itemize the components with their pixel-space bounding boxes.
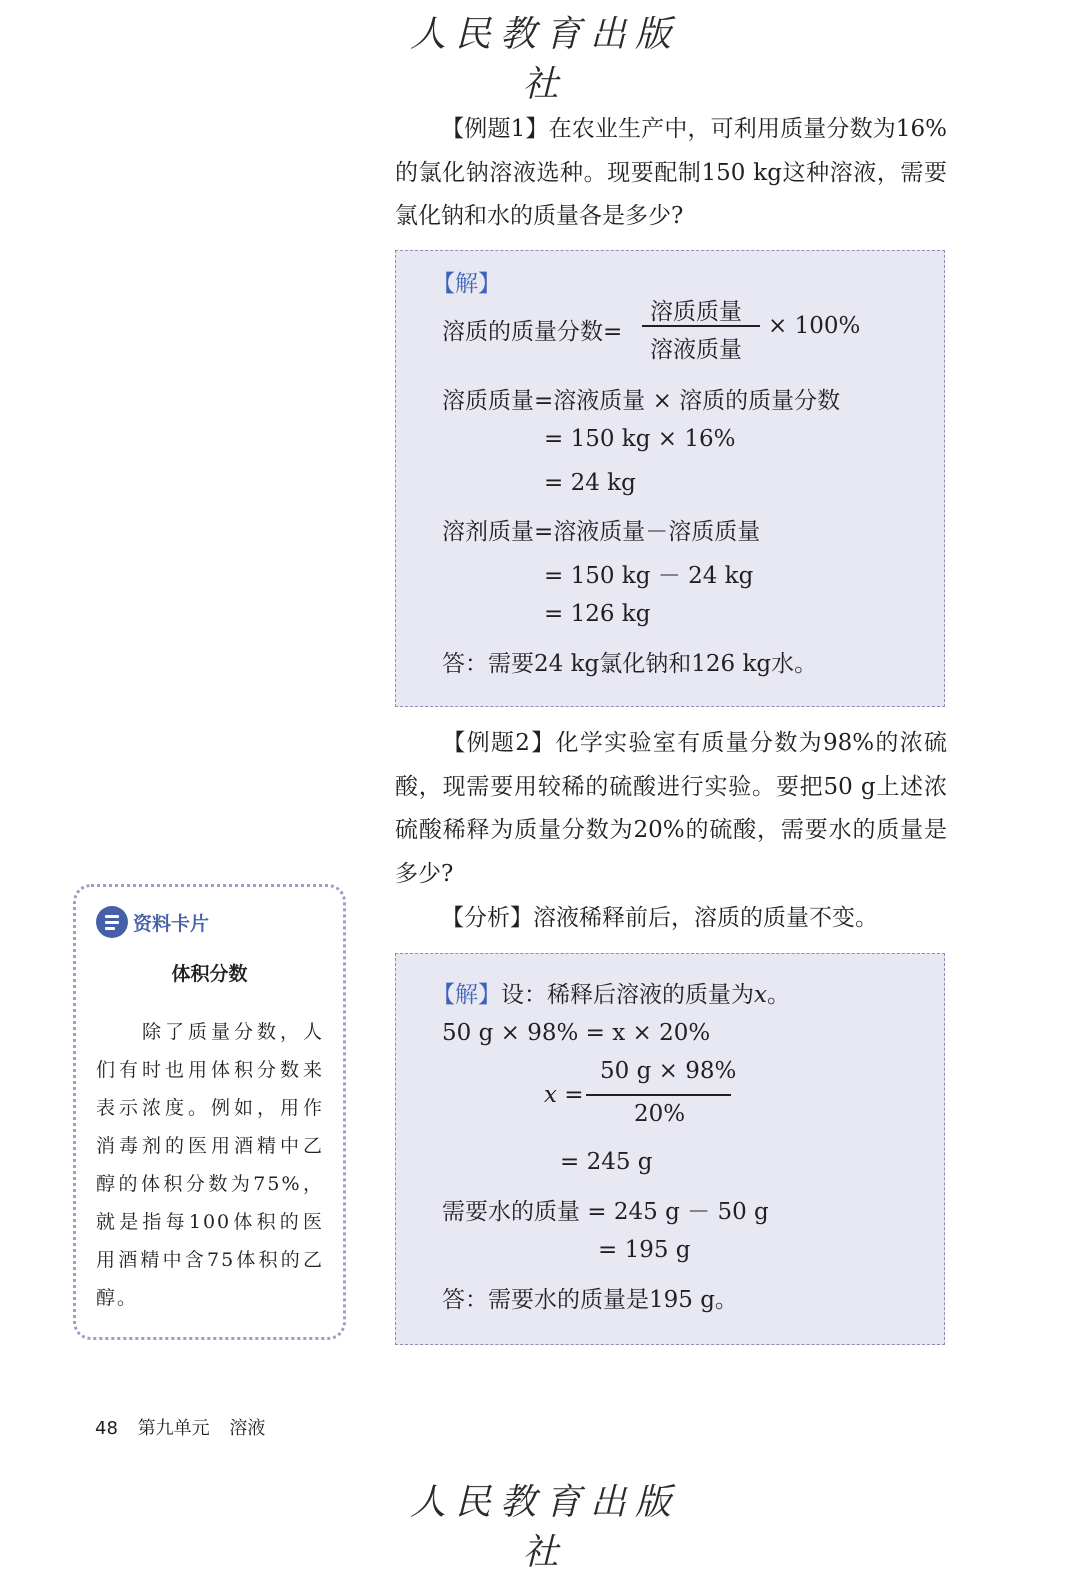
publisher-logo-bottom: 人民教育出版社 — [409, 1482, 680, 1573]
solution1-line5: = 150 kg － 24 kg — [544, 563, 754, 589]
footer-chapter: 第九单元 — [137, 1418, 210, 1439]
analysis-text: 溶液稀释前后，溶质的质量不变。 — [533, 905, 878, 931]
example1-text: 在农业生产中，可利用质量分数为16%的氯化钠溶液选种。现要配制150 kg这种溶液，需要氯化钠和水的质量各是多少? — [395, 116, 947, 229]
formula-numerator: 溶质质量 — [650, 299, 742, 325]
formula-left: 溶质的质量分数= — [442, 319, 623, 345]
solution2-var: x — [754, 982, 767, 1008]
solution2-intro: 设：稀释后溶液的质量为 — [501, 982, 754, 1008]
solution2-box — [395, 953, 945, 1345]
solution1-line2: = 150 kg × 16% — [544, 426, 736, 452]
solution2-result1: = 245 g — [560, 1149, 653, 1175]
publisher-logo: 人民教育出版社 — [409, 14, 680, 105]
solution2-eq1: 50 g × 98% = x × 20% — [442, 1020, 711, 1046]
solution2-denominator: 20% — [634, 1101, 686, 1127]
solution2-x-eq: x = — [544, 1082, 584, 1108]
formula-fraction-bar — [642, 325, 760, 327]
page-footer — [95, 1414, 265, 1440]
info-card-title: 资料卡片 — [133, 912, 210, 935]
solution2-fraction-bar — [586, 1094, 731, 1096]
info-card-body — [96, 1013, 324, 1317]
solution2-intro-end: 。 — [766, 982, 790, 1008]
example1-paragraph — [395, 108, 947, 239]
solution1-label: 【解】 — [432, 271, 501, 297]
solution1-line4: 溶剂质量=溶液质量－溶质质量 — [442, 519, 761, 545]
info-card — [73, 884, 346, 1340]
example2-text: 化学实验室有质量分数为98%的浓硫酸，现需要用较稀的硫酸进行实验。要把50 g上述浓硫酸稀释为质量分数为20%的硫酸，需要水的质量是多少? — [395, 730, 948, 887]
solution1-answer: 答：需要24 kg氯化钠和126 kg水。 — [442, 651, 818, 677]
analysis-paragraph — [395, 897, 947, 941]
example2-label: 【例题2】 — [441, 730, 556, 756]
analysis-label: 【分析】 — [441, 905, 533, 931]
info-card-subtitle: 体积分数 — [171, 963, 248, 985]
solution1-line1: 溶质质量=溶液质量 × 溶质的质量分数 — [442, 388, 841, 414]
document-icon — [96, 906, 128, 938]
solution1-box — [395, 250, 945, 707]
example1-label: 【例题1】 — [441, 116, 549, 142]
solution2-answer: 答：需要水的质量是195 g。 — [442, 1287, 738, 1313]
formula-right: × 100% — [768, 313, 861, 339]
solution2-numerator: 50 g × 98% — [600, 1058, 737, 1084]
solution2-result2: = 195 g — [598, 1237, 691, 1263]
example2-paragraph — [395, 722, 947, 896]
solution2-label: 【解】 — [432, 982, 501, 1008]
solution1-line3: = 24 kg — [544, 470, 636, 496]
info-card-header — [96, 905, 209, 939]
footer-topic: 溶液 — [229, 1418, 266, 1439]
solution2-intro-line — [432, 976, 790, 1009]
formula-denominator: 溶液质量 — [650, 337, 742, 363]
page-number: 48 — [95, 1418, 118, 1439]
solution2-water-line: 需要水的质量 = 245 g － 50 g — [442, 1199, 769, 1225]
solution1-line6: = 126 kg — [544, 601, 651, 627]
info-card-body-text: 除了质量分数，人们有时也用体积分数来表示浓度。例如，用作消毒剂的医用酒精中乙醇的体积分数为75%，就是指每100体积的医用酒精中含75体积的乙醇。 — [96, 1021, 324, 1309]
